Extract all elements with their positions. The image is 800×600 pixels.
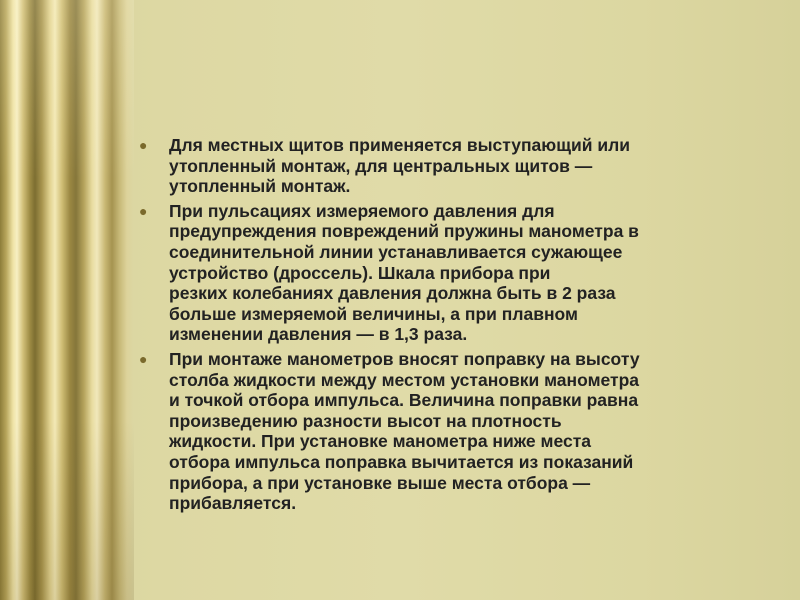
bullet-dot-icon: ●: [139, 350, 148, 367]
bullet-text: Для местных щитов применяется выступающий или утопленный монтаж, для центральных щитов — утопленный монтаж.: [169, 135, 631, 197]
list-item: [138, 201, 788, 345]
bullet-text: При монтаже манометров вносят поправку на высоту столба жидкости между местом установки манометра и точкой отбора импульса. Величина поправки равна произведению разности высот на плотность жидкости. При установке манометра ниже места отбора импульса поправка вычитается из показаний прибора, а при установке выше места отбора — прибавляется.: [169, 348, 640, 514]
bullet-dot-icon: ●: [139, 137, 148, 153]
list-item: [138, 349, 788, 514]
bullet-list: [138, 135, 788, 518]
curtain-shade: [0, 0, 134, 600]
bullet-text: При пульсациях измеряемого давления для предупреждения повреждений пружины манометра в соединительной линии устанавливается сужающее устройство (дроссель). Шкала прибора при резких колебаниях давления должна быть в 2 раза больше измеряемой величины, а при плавном изменении давления — в 1,3 раза.: [169, 200, 639, 345]
list-item: [138, 135, 788, 197]
bullet-dot-icon: ●: [139, 202, 148, 219]
